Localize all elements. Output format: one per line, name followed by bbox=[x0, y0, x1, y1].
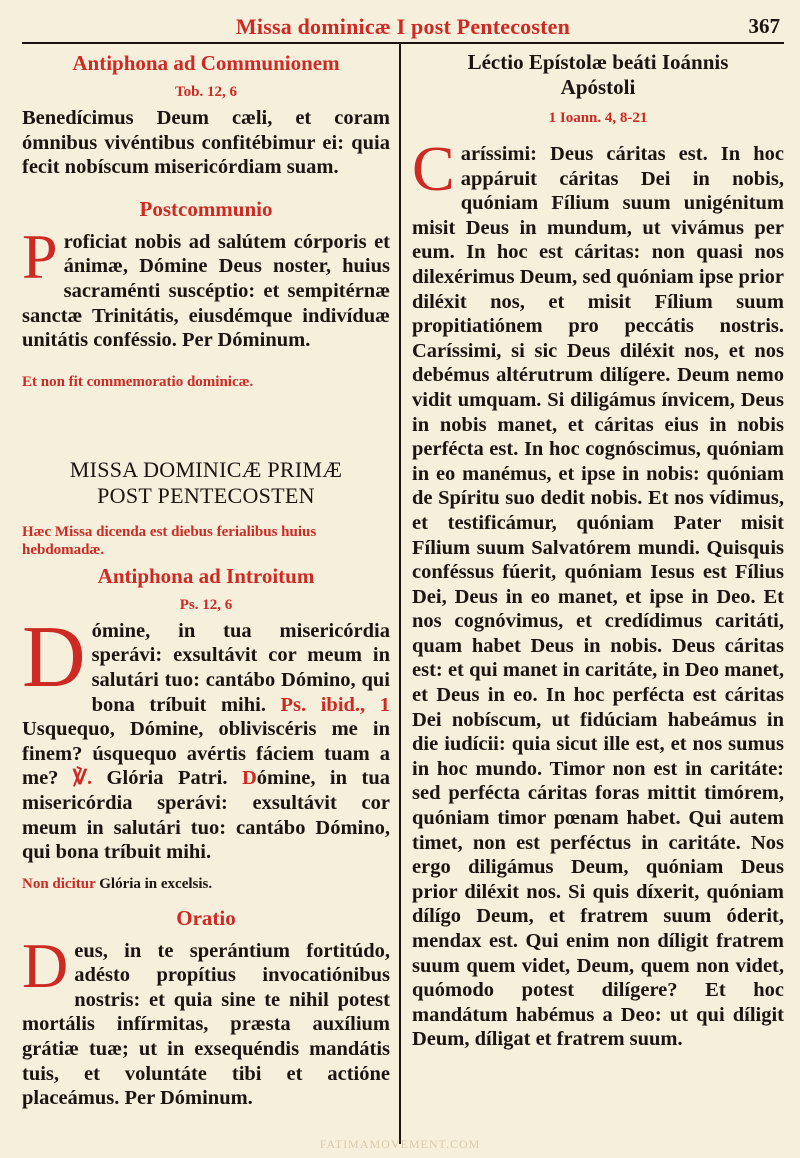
introit-text-b: Usquequo, Dómine, obliviscéris me in finem? úsquequo avértis fáciem tuam a me? bbox=[22, 718, 390, 790]
epistle-heading-line1: Léctio Epístolæ beáti Ioánnis bbox=[467, 50, 729, 74]
postcommunion-initial: P bbox=[22, 220, 58, 292]
mass-title-line1: MISSA DOMINICÆ PRIMÆ bbox=[69, 456, 343, 482]
introit-paragraph bbox=[22, 608, 390, 865]
communion-heading: Antiphona ad Communionem bbox=[72, 51, 340, 75]
oratio-paragraph bbox=[22, 929, 390, 1111]
ferial-note: Hæc Missa dicenda est diebus ferialibus huius hebdomadæ. bbox=[22, 523, 317, 558]
oratio-initial: D bbox=[22, 929, 69, 1001]
introit-text-a: ómine, in tua misericórdia sperávi: exsultávit cor meum in salutári tuo: cantábo Dómino, qui bona tríbuit mihi. bbox=[91, 619, 390, 716]
postcommunion-text: roficiat nobis ad salútem córporis et ánimæ, Dómine Deus noster, huius sacraménti suscéptio: et sempitérnæ sanctæ Trinitátis, eiusdémque indivíduæ unitátis conféssio. Per Dóminum. bbox=[22, 230, 390, 352]
left-column bbox=[22, 50, 390, 1111]
introit-repeat-initial: D bbox=[241, 767, 257, 790]
commemoratio-note: Et non fit commemoratio dominicæ. bbox=[22, 373, 254, 390]
watermark: FATIMAMOVEMENT.COM bbox=[319, 1137, 481, 1151]
epistle-reference: 1 Ioann. 4, 8-21 bbox=[548, 110, 648, 126]
mass-title-line2: POST PENTECOSTEN bbox=[97, 482, 315, 508]
epistle-heading-line2: Apóstoli bbox=[560, 75, 636, 99]
introit-psalm-ref: Ps. ibid., 1 bbox=[280, 693, 390, 716]
postcommunion-heading: Postcommunio bbox=[139, 196, 273, 221]
gloria-note-black: Glória in excelsis. bbox=[95, 875, 213, 892]
page-header bbox=[22, 10, 784, 44]
communion-text: Benedícimus Deum cæli, et coram ómnibus vivéntibus confitébimur ei: quia fecit nobíscum misericórdiam suam. bbox=[22, 107, 390, 179]
column-divider bbox=[399, 44, 401, 1144]
introit-initial: D bbox=[22, 608, 86, 706]
postcommunion-paragraph bbox=[22, 220, 390, 353]
spacer bbox=[22, 391, 390, 457]
communion-reference: Tob. 12, 6 bbox=[175, 84, 237, 100]
gloria-note-red: Non dicitur bbox=[22, 875, 96, 892]
introit-reference: Ps. 12, 6 bbox=[179, 596, 233, 613]
right-column bbox=[412, 50, 784, 1052]
epistle-paragraph bbox=[412, 133, 784, 1052]
versicle-symbol: ℣. bbox=[72, 767, 93, 790]
introit-text-c: Glória Patri. bbox=[92, 767, 242, 790]
oratio-text: eus, in te sperántium fortitúdo, adésto propítius invocatiónibus nostris: et quia sine te nihil potest mortális infírmitas, præsta auxílium grátiæ tuæ; ut in exsequéndis mandátis tuis, et voluntáte tibi et actióne placeámus. Per Dóminum. bbox=[22, 939, 390, 1110]
introit-heading: Antiphona ad Introitum bbox=[97, 563, 315, 588]
page-number: 367 bbox=[748, 14, 780, 38]
gloria-note bbox=[22, 875, 390, 893]
epistle-text: aríssimi: Deus cáritas est. In hoc appáruit cáritas Dei in nobis, quóniam Fílium suum unigénitum misit Deus in mundum, ut vivámus per eum. In hoc est cáritas: non quasi nos dilexérimus Deum, sed quóniam ipse prior diléxit nos, et misit Fílium suum propitiatiónem pro peccátis nostris. Caríssimi, si sic Deus diléxit nos, et nos debémus altérutrum dilígere. Deum nemo vidit umquam. Si diligámus ínvicem, Deus in nobis manet, et cáritas eius in nobis perfécta est. In hoc cognóscimus, quóniam in eo manémus, et ipse in nobis: quóniam de Spíritu suo dedit nobis. Et nos vídimus, et testificámur, quóniam Pater misit Fílium suum Salvatórem mundi. Quisquis conféssus fúerit, quóniam Iesus est Fílius Dei, Deus in eo manet, et ipse in Deo. Et nos cognóvimus, et credídimus caritáti, quam habet Deus in nobis. Deus cáritas est: et qui manet in caritáte, in Deo manet, et Deus in eo. In hoc perfécta est cáritas Dei nobíscum, ut fidúciam habeámus in die iudícii: quia sicut ille est, et nos sumus in hoc mundo. Timor non est in caritáte: sed perfécta cáritas foras mittit timórem, quóniam timor pœnam habet. Qui autem timet, non est perféctus in caritáte. Nos ergo diligámus Deum, quóniam Deus prior diléxit nos. Si quis díxerit, quóniam dílígo Deum, et fratrem suum óderit, mendax est. Qui enim non díligit fratrem suum quem videt, Deum, quem non videt, quómodo potest dilígere? Et hoc mandátum habémus a Deo: ut qui díligit Deum, díligat et fratrem suum. bbox=[412, 143, 784, 1051]
epistle-initial: C bbox=[412, 133, 455, 204]
introit-text-d: ómine, in tua misericórdia sperávi: exsultávit cor meum in salutári tuo: cantábo Dómino, qui bona tríbuit mihi. bbox=[22, 767, 390, 864]
running-title: Missa dominicæ I post Pentecosten bbox=[235, 14, 571, 39]
oratio-heading: Oratio bbox=[176, 905, 236, 930]
